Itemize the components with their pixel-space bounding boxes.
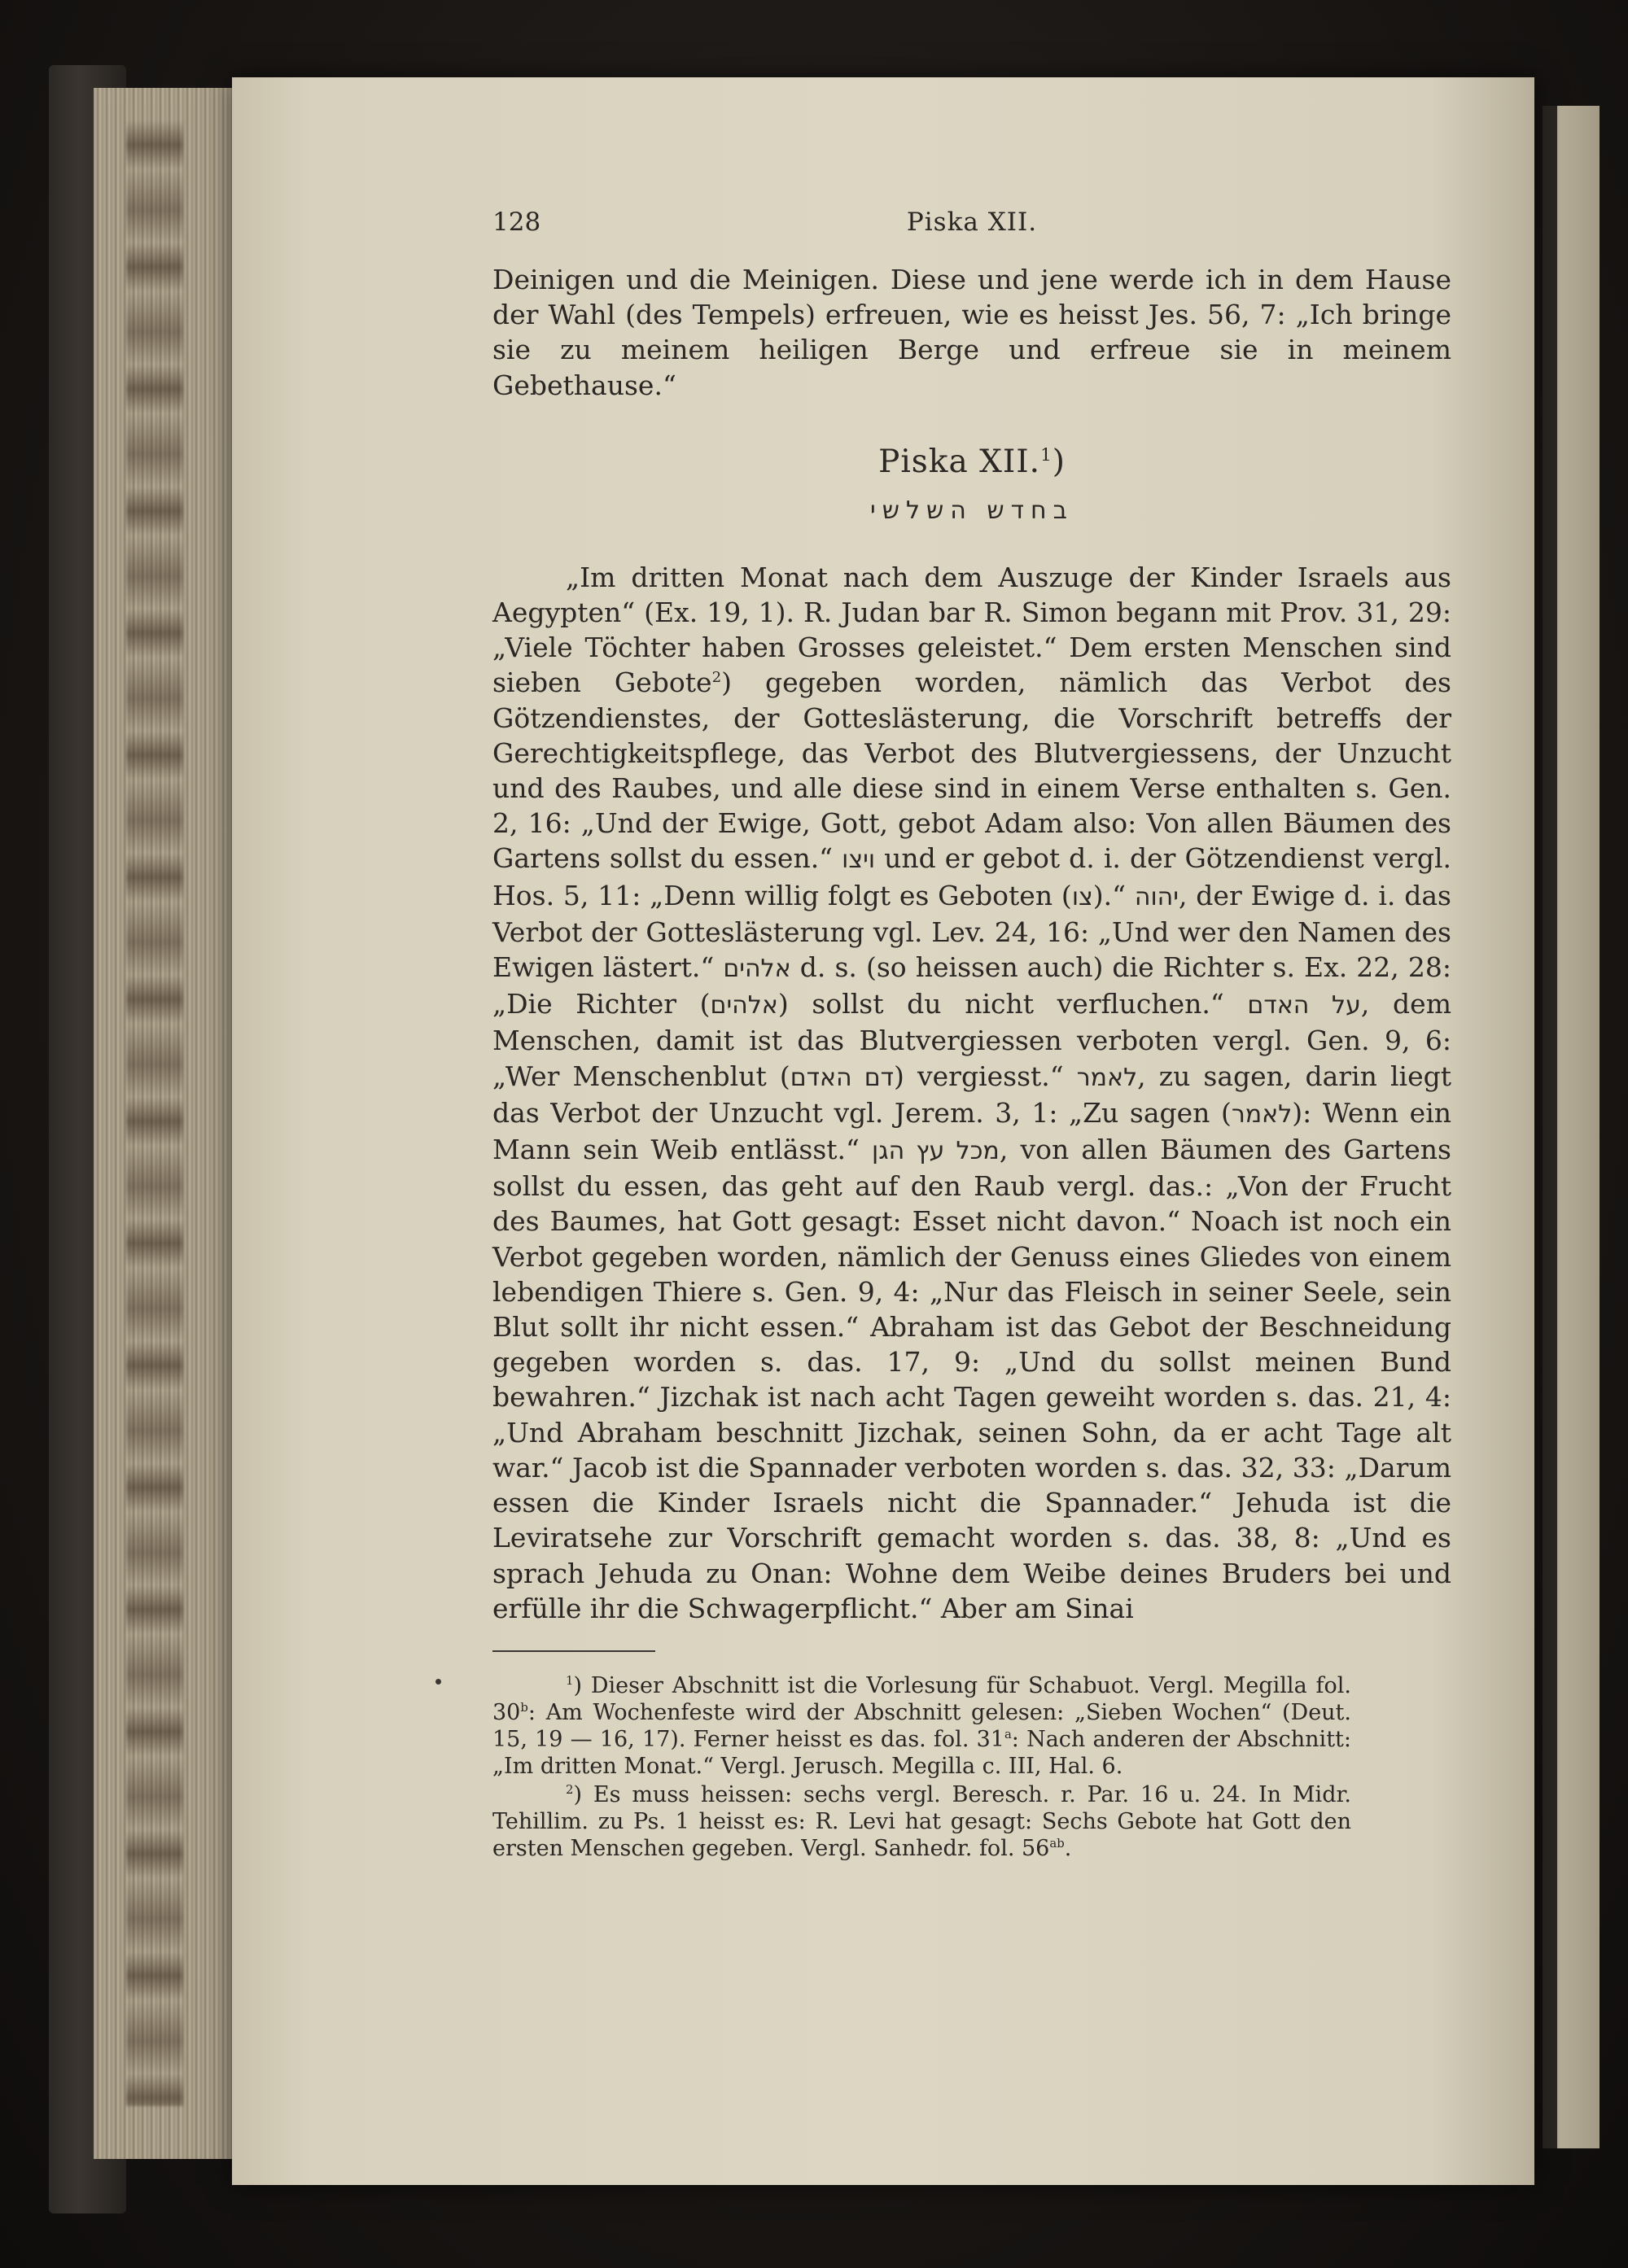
hebrew-word: אלהים xyxy=(723,955,791,984)
superscript: b xyxy=(520,1699,528,1715)
text-run: „Im dritten Monat nach dem Auszuge der Kinder Israels aus Aegypten“ (Ex. 19, 1). R. Judan bar R. Simon begann mit Prov. 31, 29: „Viele Töchter haben Grosses geleistet.“ Dem ersten Menschen sind sieben Gebote xyxy=(492,561,1451,699)
main-paragraph xyxy=(492,560,1451,1626)
section-heading-text: Piska XII. xyxy=(878,443,1041,480)
text-run: ) gegeben worden, nämlich das Verbot des Götzendienstes, der Gotteslästerung, die Vorschrift betreffs der Gerechtigkeitspflege, das Verbot des Blutvergiessens, der Unzucht und des Raubes, und alle diese sind in einem Verse enthalten s. Gen. 2, 16: „Und der Ewige, Gott, gebot Adam also: Von allen Bäumen des Gartens sollst du essen.“ xyxy=(492,666,1451,875)
superscript: ab xyxy=(1049,1835,1065,1851)
running-head xyxy=(492,208,1451,256)
footnote-ref-1: 1 xyxy=(1040,444,1053,465)
next-page-edge xyxy=(1543,106,1600,2148)
text-run: , dem Menschen, damit ist das Blutvergiessen verboten vergl. Gen. 9, 6: „Wer Menschenblut ( xyxy=(492,988,1451,1092)
hebrew-word: אלהים xyxy=(710,991,778,1020)
handwritten-fore-edge xyxy=(126,120,183,2106)
text-run: , zu sagen, darin liegt das Verbot der Unzucht vgl. Jerem. 3, 1: „Zu sagen ( xyxy=(492,1060,1451,1129)
text-run: : Am Wochenfeste wird der Abschnitt gelesen: „Sieben Wochen“ (Deut. 15, 19 — 16, 17). Ferner heisst es das. fol. 31 xyxy=(492,1699,1351,1752)
running-title: Piska XII. xyxy=(906,208,1038,237)
text-run: ): Wenn ein Mann sein Weib entlässt.“ xyxy=(492,1096,1451,1166)
text-run: , von allen Bäumen des Gartens sollst du essen, das geht auf den Raub vergl. das.: „Von der Frucht des Baumes, hat Gott gesagt: Esset nicht davon.“ Noach ist noch ein Verbot gegeben worden, nämlich der Genuss eines Gliedes von einem lebendigen Thiere s. Gen. 9, 4: „Nur das Fleisch in seiner Seele, sein Blut sollt ihr nicht essen.“ Abraham ist das Gebot der Beschneidung gegeben worden s. das. 17, 9: „Und du sollst meinen Bund bewahren.“ Jizchak ist nach acht Tagen geweiht worden s. das. 21, 4: „Und Abraham beschnitt Jizchak, seinen Sohn, da er acht Tage alt war.“ Jacob ist die Spannader verboten worden s. das. 32, 33: „Darum essen die Kinder Israels nicht die Spannader.“ Jehuda ist die Leviratsehe zur Vorschrift gemacht worden s. das. 38, 8: „Und es sprach Jehuda zu Onan: Wohne dem Weibe deines Bruders bei und erfülle ihr die Schwagerpflicht.“ Aber am Sinai xyxy=(492,1134,1451,1624)
hebrew-title: בחדש השלשי xyxy=(870,496,1074,525)
hebrew-word: דם האדם xyxy=(790,1063,895,1092)
hebrew-word: לאמר xyxy=(1076,1063,1138,1092)
text-run: , der Ewige d. i. das Verbot der Gotteslästerung vgl. Lev. 24, 16: „Und wer den Namen des Ewigen lästert.“ xyxy=(492,879,1451,984)
text-run: ) Es muss heissen: sechs vergl. Beresch. r. Par. 16 u. 24. In Midr. Tehillim. zu Ps. 1 heisst es: R. Levi hat gesagt: Sechs Gebote hat Gott den ersten Menschen gegeben. Vergl. Sanhedr. fol. 56 xyxy=(492,1781,1351,1861)
footnote-marker: 1 xyxy=(566,1672,574,1688)
text-run: ).“ xyxy=(1092,879,1135,911)
hebrew-word: מכל עץ הגן xyxy=(872,1137,1000,1166)
superscript: a xyxy=(1004,1726,1012,1741)
text-run: d. s. (so heissen auch) die Richter s. Ex. 22, 28: „Die Richter ( xyxy=(492,951,1451,1020)
footnote-rule xyxy=(492,1650,655,1652)
book-gutter-shadow xyxy=(1543,106,1557,2148)
opening-paragraph: Deinigen und die Meinigen. Diese und jene werde ich in dem Hause der Wahl (des Tempels) erfreuen, wie es heisst Jes. 56, 7: „Ich bringe sie zu meinem heiligen Berge und erfreue sie in meinem Gebethause.“ xyxy=(492,264,1451,401)
footnote-ref-2: 2 xyxy=(711,669,722,687)
text-run: . xyxy=(1064,1835,1072,1861)
text-run: und er gebot d. i. der Götzendienst vergl. Hos. 5, 11: „Denn willig folgt es Geboten ( xyxy=(492,842,1451,911)
section-heading: Piska XII.$^1$) xyxy=(878,443,1066,480)
page-edges-left xyxy=(94,88,236,2159)
hebrew-word: צו xyxy=(1071,882,1093,911)
hebrew-word: על האדם xyxy=(1247,991,1361,1020)
page-number: 128 xyxy=(492,208,541,237)
text-run: ) vergiesst.“ xyxy=(894,1060,1077,1092)
text-run: ) Dieser Abschnitt ist die Vorlesung für Schabuot. Vergl. Megilla fol. 30 xyxy=(492,1672,1351,1725)
hebrew-word: ויצו xyxy=(842,846,875,875)
footnote-1 xyxy=(492,1672,1351,1780)
page-text xyxy=(492,208,1451,1862)
footnotes xyxy=(492,1672,1351,1862)
hebrew-word: לאמר xyxy=(1231,1099,1293,1129)
margin-speck xyxy=(435,1679,441,1685)
text-run: ) sollst du nicht verfluchen.“ xyxy=(777,988,1248,1020)
text-run: : Nach anderen der Abschnitt: „Im dritten Monat.“ Vergl. Jerusch. Megilla c. III, Hal. 6. xyxy=(492,1726,1351,1779)
footnote-2 xyxy=(492,1781,1351,1862)
hebrew-word: יהוה xyxy=(1134,882,1179,911)
footnote-marker: 2 xyxy=(566,1781,574,1797)
